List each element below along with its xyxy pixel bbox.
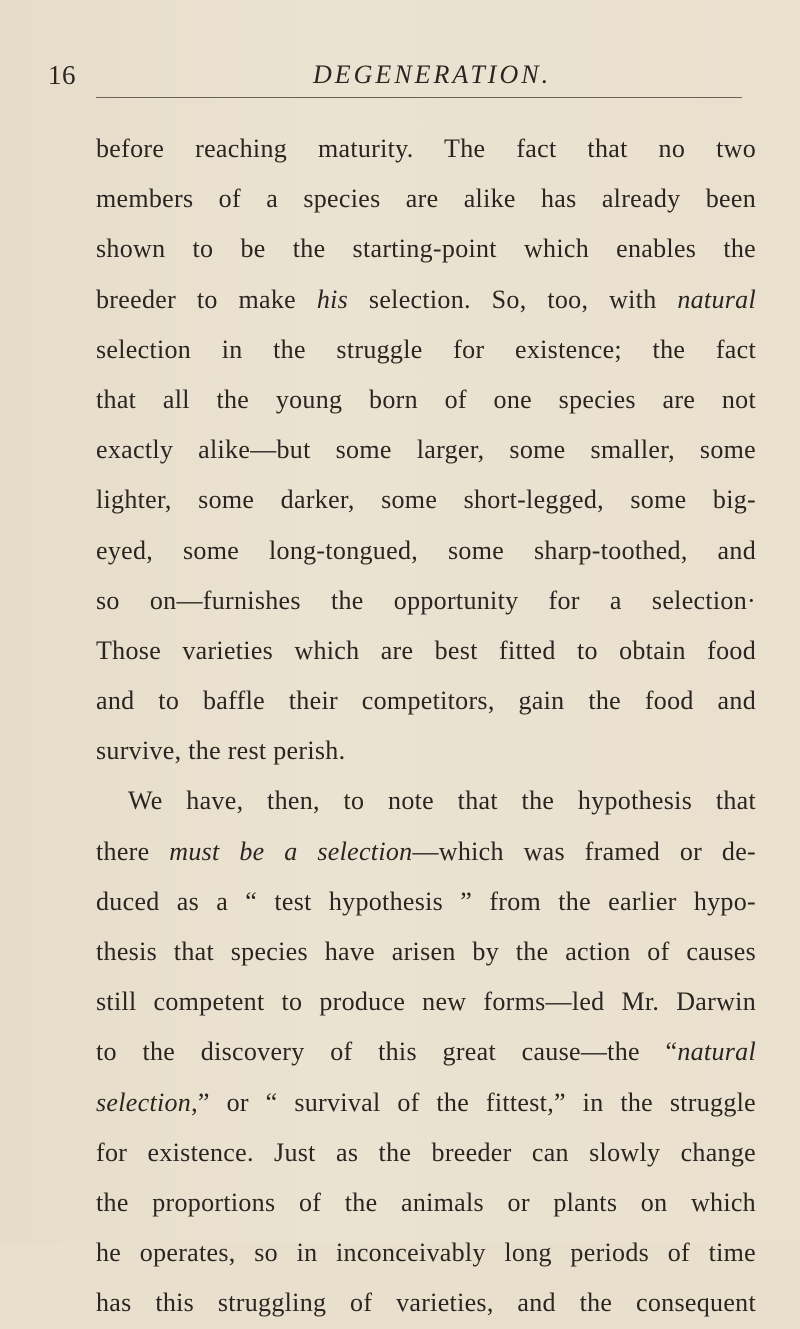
text-segment: exactly alike—but some larger, some smaller, some [96, 435, 756, 465]
text-line [96, 1278, 756, 1328]
text-segment: still competent to produce new forms—led Mr. Darwin [96, 987, 756, 1017]
text-line [96, 325, 756, 375]
text-line [96, 726, 756, 776]
text-line [96, 1128, 756, 1178]
text-line [96, 425, 756, 475]
text-line [96, 626, 756, 676]
text-segment: ,” or “ survival of the fittest,” in the struggle [191, 1087, 756, 1117]
text-segment: has this struggling of varieties, and the consequent [96, 1288, 756, 1318]
text-line [96, 927, 756, 977]
text-segment: Those varieties which are best fitted to obtain food [96, 635, 756, 665]
text-segment: survive, the rest perish. [96, 736, 346, 766]
text-segment: lighter, some darker, some short-legged, some big- [96, 485, 756, 515]
text-segment: to the discovery of this great cause—the “ [96, 1037, 678, 1067]
text-line [96, 275, 756, 325]
text-line [96, 375, 756, 425]
italic-text: selection [96, 1087, 192, 1117]
text-segment: —which was framed or de- [412, 836, 757, 866]
italic-text: natural [677, 1037, 756, 1067]
header-rule [96, 97, 742, 98]
text-line [96, 1027, 756, 1077]
text-line [96, 124, 756, 174]
text-segment: selection in the struggle for existence; the fact [96, 334, 756, 364]
text-segment: the proportions of the animals or plants on which [96, 1187, 756, 1217]
text-line [96, 576, 756, 626]
text-segment: for existence. Just as the breeder can slowly change [96, 1137, 756, 1167]
text-segment: so on—furnishes the opportunity for a selection· [96, 585, 756, 615]
text-segment: eyed, some long-tongued, some sharp-toothed, and [96, 535, 756, 565]
italic-text: must be a selection [169, 836, 413, 866]
text-segment: We have, then, to note that the hypothesis that [128, 786, 756, 816]
text-segment: that all the young born of one species are not [96, 384, 756, 414]
text-line [96, 877, 756, 927]
text-segment: and to baffle their competitors, gain the food and [96, 686, 756, 716]
page-number: 16 [48, 60, 76, 90]
text-segment: members of a species are alike has already been [96, 184, 756, 214]
text-line [96, 224, 756, 274]
body-text [96, 124, 756, 1329]
text-segment: selection. So, too, with [348, 284, 678, 314]
text-line [96, 1178, 756, 1228]
text-line [96, 526, 756, 576]
text-segment: shown to be the starting-point which enables the [96, 234, 756, 264]
page-header [0, 48, 800, 98]
text-line [96, 827, 756, 877]
running-head: DEGENERATION. [313, 60, 552, 89]
text-line [96, 475, 756, 525]
text-segment: duced as a “ test hypothesis ” from the earlier hypo- [96, 886, 756, 916]
text-segment: he operates, so in inconceivably long periods of time [96, 1238, 756, 1268]
text-line [96, 174, 756, 224]
italic-text: his [316, 284, 349, 314]
text-segment: there [96, 836, 170, 866]
text-segment: before reaching maturity. The fact that no two [96, 134, 756, 163]
text-line [96, 676, 756, 726]
italic-text: natural [677, 284, 756, 314]
text-segment: breeder to make [96, 284, 317, 314]
text-line [96, 776, 756, 826]
text-line [96, 977, 756, 1027]
text-line [96, 1228, 756, 1278]
text-line [96, 1078, 756, 1128]
text-segment: thesis that species have arisen by the action of causes [96, 937, 756, 966]
